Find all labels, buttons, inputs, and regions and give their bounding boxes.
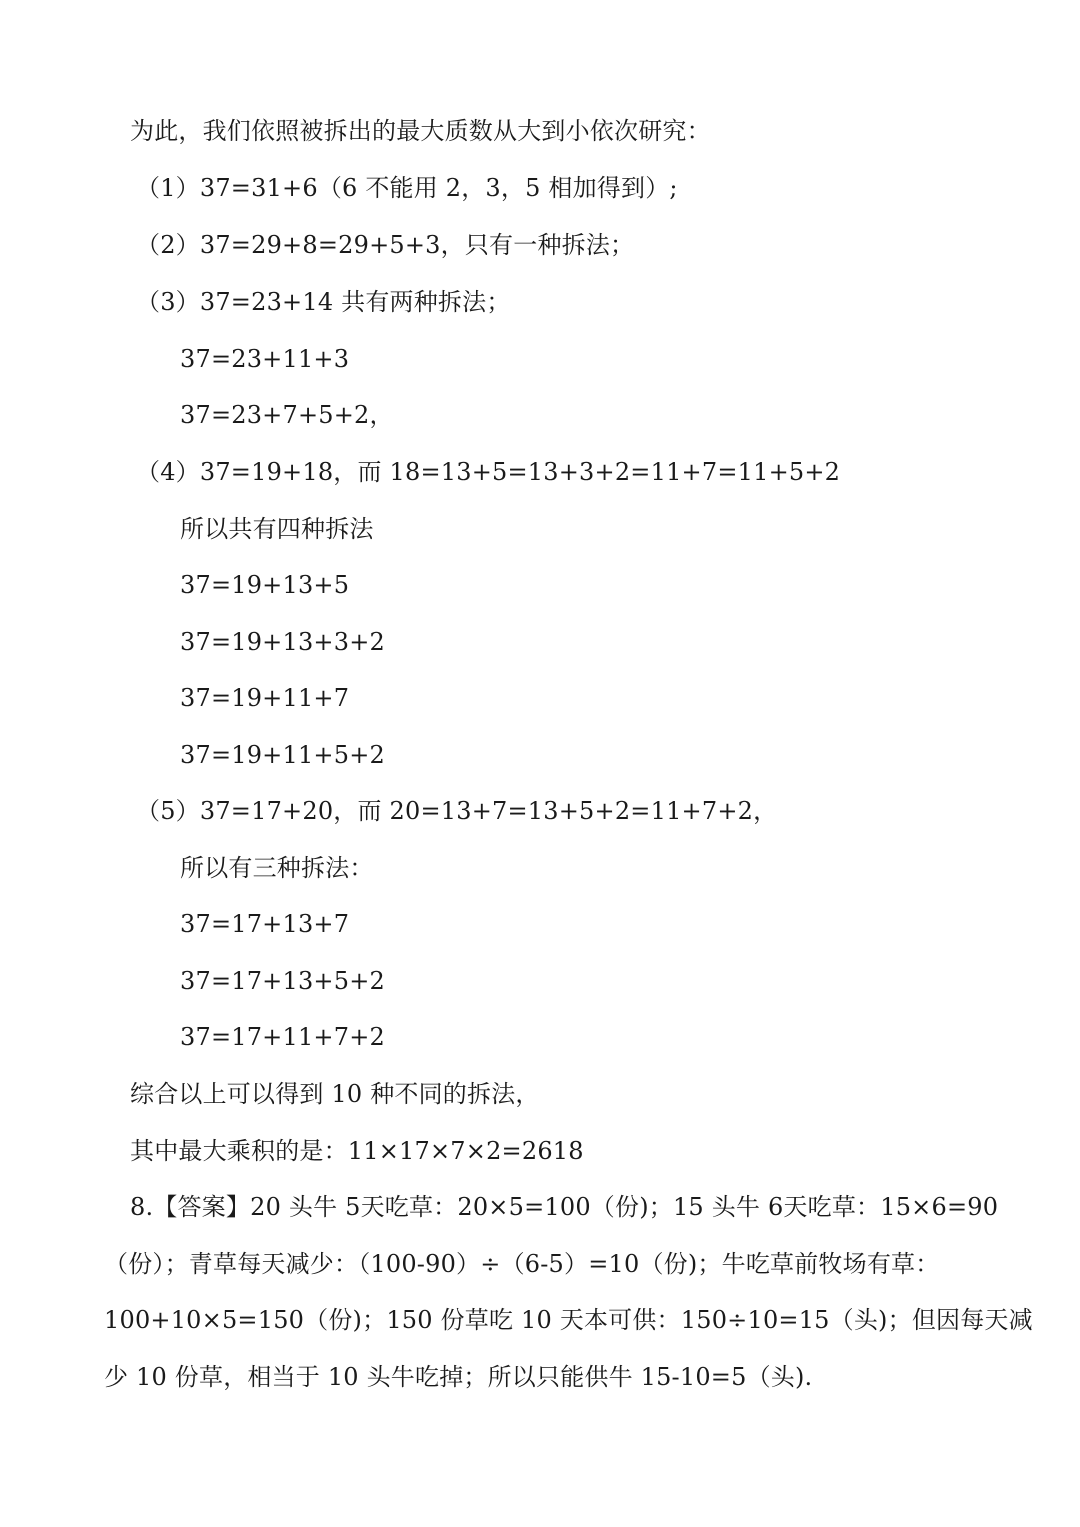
answer-8-line-2: （份）；青草每天减少：（100-90）÷（6-5）=10（份)；牛吃草前牧场有草： [104,1250,940,1278]
case-4-summary: 所以共有四种拆法 [180,515,374,543]
intro-text: 为此，我们依照被拆出的最大质数从大到小依次研究： [130,117,711,145]
equation-line: 37=19+13+5 [180,571,350,599]
equation-line: 37=19+11+7 [180,684,350,712]
answer-8-line-4: 少 10 份草，相当于 10 头牛吃掉；所以只能供牛 15-10=5（头). [104,1363,813,1391]
equation-line: 37=17+13+7 [180,910,350,938]
equation-line: 37=19+11+5+2 [180,741,385,769]
equation-line: 37=23+7+5+2， [180,401,394,429]
max-product-text: 其中最大乘积的是：11×17×7×2=2618 [130,1137,584,1165]
case-2-text: （2）37=29+8=29+5+3，只有一种拆法； [136,231,635,259]
case-5-text: （5）37=17+20，而 20=13+7=13+5+2=11+7+2， [136,797,778,825]
equation-line: 37=19+13+3+2 [180,628,385,656]
case-4-text: （4）37=19+18，而 18=13+5=13+3+2=11+7=11+5+2 [136,458,841,486]
case-1-text: （1）37=31+6（6 不能用 2，3，5 相加得到）; [136,174,678,202]
case-5-summary: 所以有三种拆法： [180,854,374,882]
equation-line: 37=23+11+3 [180,345,350,373]
answer-8-line-1: 8.【答案】20 头牛 5天吃草：20×5=100（份)；15 头牛 6天吃草：15×6=90 [130,1193,999,1221]
equation-line: 37=17+11+7+2 [180,1023,385,1051]
summary-text: 综合以上可以得到 10 种不同的拆法， [130,1080,540,1108]
answer-8-line-3: 100+10×5=150（份)；150 份草吃 10 天本可供：150÷10=15（头)；但因每天减 [104,1306,1033,1334]
equation-line: 37=17+13+5+2 [180,967,385,995]
case-3-text: （3）37=23+14 共有两种拆法； [136,288,511,316]
